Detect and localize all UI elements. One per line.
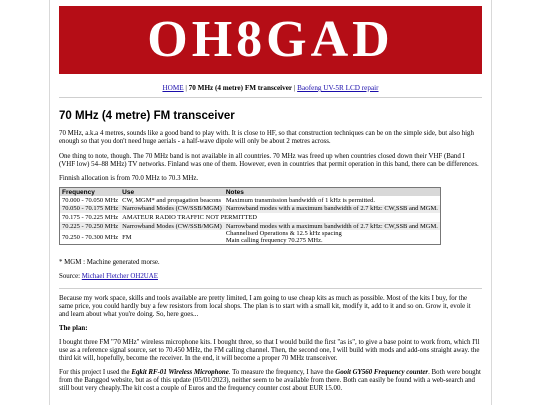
counter-name: Gooit GY560 Frequency counter <box>335 369 429 376</box>
table-cell: Narrowband modes with a maximum bandwidth of 2.7 kHz: CW,SSB and MGM. <box>224 222 441 231</box>
source-link[interactable]: Michael Fletcher OH2UAE <box>81 273 158 280</box>
breadcrumb-next-link[interactable]: Baofeng UV-5R LCD repair <box>297 84 379 92</box>
site-title: OH8GAD <box>147 11 394 68</box>
table-row <box>60 230 441 245</box>
band-note-paragraph: One thing to note, though. The 70 MHz band is not available in all countries. 70 MHz was freed up when countries closed down their VHF (Band I (VHF low) 54–88 MHz) TV networks. Finland was one of them. However, even in countries that permit operation in this band, there can be differences. <box>59 153 479 169</box>
table-cell: 70.000 - 70.050 MHz <box>62 196 119 204</box>
column-header: Frequency <box>60 188 121 197</box>
intro-paragraph: 70 MHz, a.k.a 4 metres, sounds like a good band to play with. It is close to HF, so that construction techniques can be on the simple side, but also high enough so that you don't need huge aerials - a half-wave dipole will only be about 2 metres across. <box>59 130 474 146</box>
table-cell: 70.050 - 70.175 MHz <box>60 205 121 214</box>
site-banner[interactable] <box>59 6 482 74</box>
table-cell-line: Main calling frequency 70.275 MHz. <box>225 237 323 245</box>
table-cell-line: Channelised Operations & 12.5 kHz spacing <box>225 230 342 238</box>
table-cell: 70.250 - 70.300 MHz <box>62 233 119 241</box>
text-run: For this project I used the <box>59 369 132 376</box>
table-row <box>60 222 441 231</box>
table-cell: Maximum transmission bandwidth of 1 kHz is permitted. <box>225 196 375 204</box>
text-run: . Both were bought from the Banggod website, but as of this update (05/01/2023), neither seem to be available from there. Both can easily be found with a web-search and still bout very cheaply.The kit cost a couple of Euros and the frequency counter cost about EUR 15.00. <box>59 369 481 393</box>
page-container <box>49 0 492 405</box>
page-title: 70 MHz (4 metre) FM transceiver <box>59 110 235 122</box>
body-paragraph <box>59 369 482 394</box>
plan-heading: The plan: <box>59 325 88 332</box>
table-cell: Narrowband modes with a maximum bandwidth of 2.7 kHz: CW,SSB and MGM. <box>224 205 441 214</box>
table-cell: Narrowband Modes (CW/SSB/MGM) <box>122 205 222 213</box>
table-cell: Narrowband Modes (CW/SSB/MGM) <box>122 222 222 230</box>
column-header: Notes <box>224 188 441 197</box>
breadcrumb-current: 70 MHz (4 metre) FM transceiver <box>188 84 293 92</box>
allocation-paragraph: Finnish allocation is from 70.0 MHz to 70.3 MHz. <box>59 175 199 182</box>
body-paragraph: I bought three FM "70 MHz" wireless microphone kits. I bought three, so that I would build the first "as is", to give a base point to work from, which I'll use as a reference signal source, set to 70.450 MHz, the FM calling channel. Then, the second one, I will build with mods and add-ons straight away. the third kit will, hopefully, become the receiver. In the end, it will become a proper 70 MHz transceiver. <box>59 339 480 363</box>
table-cell: 70.225 - 70.250 MHz <box>60 222 121 231</box>
body-paragraph: Because my work space, skills and tools available are pretty limited, I am going to use cheap kits as much as possible. Most of the kits I buy, for the same price, you could hardly buy a few resistors from local shops. The plan is to start with a small kit, modify it, add to it and so on. Grow it, evole it and learn about what you're doing. So, here goes... <box>59 295 471 319</box>
table-row <box>60 196 441 205</box>
divider <box>59 97 482 98</box>
source-label: Source: <box>59 273 82 280</box>
text-run: . To measure the frequency, I have the <box>228 369 336 376</box>
table-row <box>60 213 441 222</box>
footnote: * MGM : Machine generated morse. <box>59 259 160 266</box>
breadcrumb-separator: | <box>292 84 298 92</box>
table-row <box>60 205 441 214</box>
table-header-row <box>60 188 441 197</box>
table-cell: CW, MGM* and propagation beacons <box>122 196 222 204</box>
breadcrumb-separator: | <box>183 84 189 92</box>
table-cell: 70.175 - 70.225 MHz <box>62 213 119 221</box>
divider <box>59 288 482 289</box>
column-header: Use <box>120 188 224 197</box>
table-cell <box>224 230 441 245</box>
kit-name: Eqkit RF-01 Wireless Microphone <box>131 369 229 376</box>
breadcrumb-home-link[interactable]: HOME <box>162 84 184 92</box>
table-cell: FM <box>122 233 132 241</box>
source-line <box>59 273 482 281</box>
table-cell: AMATEUR RADIO TRAFFIC NOT PERMITTED <box>122 213 257 221</box>
band-plan-table <box>59 187 441 245</box>
breadcrumb <box>50 84 491 92</box>
